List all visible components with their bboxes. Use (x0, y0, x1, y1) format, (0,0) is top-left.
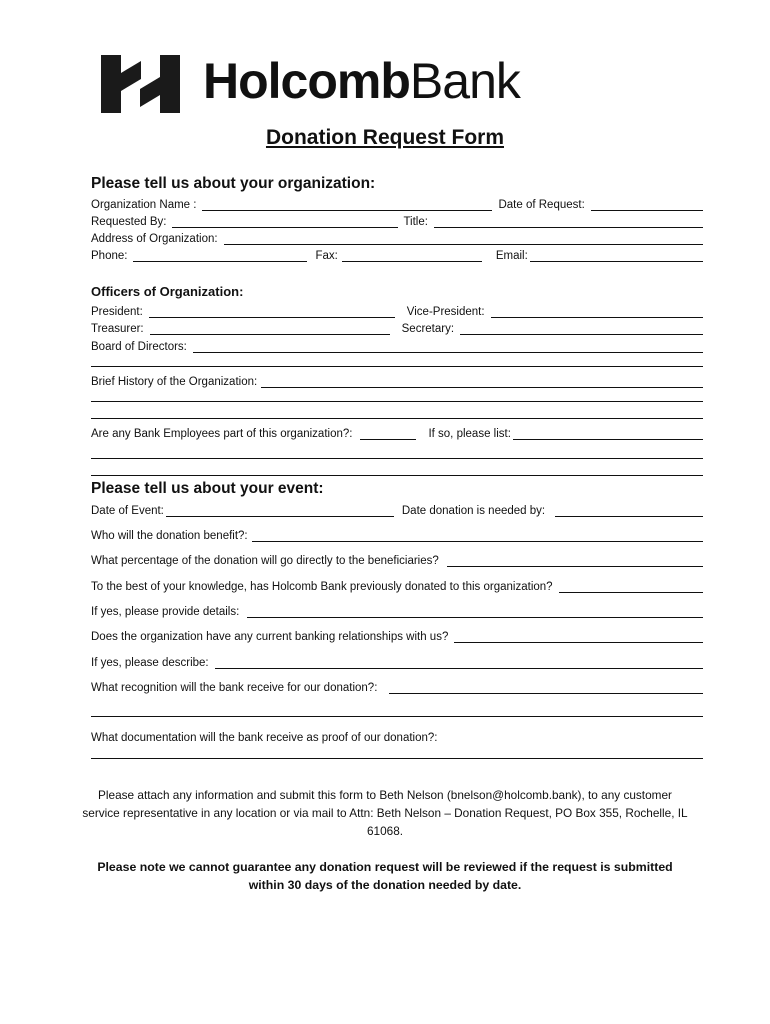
secretary-label: Secretary: (401, 323, 455, 335)
percentage-label: What percentage of the donation will go directly to the beneficiaries? (91, 555, 439, 567)
details-field[interactable] (247, 605, 703, 618)
benefit-field[interactable] (252, 529, 703, 542)
president-row (91, 301, 703, 318)
date-needed-label: Date donation is needed by: (401, 505, 546, 517)
date-event-label: Date of Event: (91, 505, 164, 517)
fax-field[interactable] (342, 249, 482, 262)
previously-row (91, 576, 703, 593)
employees-label: Are any Bank Employees part of this organization?: (91, 428, 353, 440)
title-label: Title: (403, 216, 428, 228)
details-row (91, 601, 703, 618)
phone-row (91, 245, 703, 262)
employees-field[interactable] (360, 427, 416, 440)
date-event-row (91, 500, 703, 517)
history-label: Brief History of the Organization: (91, 376, 258, 388)
previously-field[interactable] (559, 580, 703, 593)
organization-heading: Please tell us about your organization: (91, 175, 376, 192)
percentage-row (91, 550, 703, 567)
percentage-field[interactable] (447, 554, 703, 567)
address-row (91, 228, 703, 245)
benefit-label: Who will the donation benefit?: (91, 530, 248, 542)
describe-label: If yes, please describe: (91, 657, 209, 669)
history-extra-line-2[interactable] (91, 418, 703, 419)
board-label: Board of Directors: (91, 341, 187, 353)
banking-row (91, 626, 703, 643)
org-name-label: Organization Name : (91, 199, 197, 211)
requested-by-field[interactable] (172, 215, 398, 228)
recognition-field[interactable] (389, 681, 703, 694)
treasurer-row (91, 318, 703, 335)
logo-name-bold: Holcomb (203, 53, 410, 109)
holcomb-logo-mark-icon (101, 55, 180, 113)
recognition-extra-line[interactable] (91, 716, 703, 717)
phone-label: Phone: (91, 250, 128, 262)
board-field[interactable] (193, 340, 703, 353)
list-extra-line-1[interactable] (91, 458, 703, 459)
recognition-label: What recognition will the bank receive for our donation?: (91, 682, 378, 694)
documentation-field[interactable] (91, 758, 703, 759)
bank-logo-wordmark (203, 50, 520, 112)
president-field[interactable] (149, 305, 395, 318)
history-extra-line-1[interactable] (91, 401, 703, 402)
logo-name-light: Bank (409, 53, 520, 109)
fax-label: Fax: (315, 250, 338, 262)
form-title: Donation Request Form (265, 126, 504, 149)
date-request-field[interactable] (591, 198, 703, 211)
history-field[interactable] (261, 375, 703, 388)
history-row (91, 371, 703, 388)
describe-row (91, 652, 703, 669)
date-needed-field[interactable] (555, 504, 703, 517)
address-field[interactable] (224, 232, 703, 245)
requested-by-label: Requested By: (91, 216, 167, 228)
org-name-field[interactable] (202, 198, 492, 211)
describe-field[interactable] (215, 656, 703, 669)
event-heading: Please tell us about your event: (91, 480, 324, 497)
officers-heading: Officers of Organization: (91, 284, 244, 299)
board-row (91, 336, 703, 353)
president-label: President: (91, 306, 143, 318)
employees-row (91, 423, 703, 440)
treasurer-field[interactable] (150, 322, 390, 335)
title-field[interactable] (434, 215, 703, 228)
submission-instructions: Please attach any information and submit this form to Beth Nelson (bnelson@holcomb.bank), to any customer service representative in any location or via mail to Attn: Beth Nelson – Donation Request, PO Box 355, Rochelle, IL 61068. (82, 788, 688, 838)
list-field[interactable] (513, 427, 703, 440)
date-event-field[interactable] (166, 504, 394, 517)
documentation-label: What documentation will the bank receive as proof of our donation?: (91, 732, 438, 744)
banking-label: Does the organization have any current banking relationships with us? (91, 631, 449, 643)
email-label: Email: (495, 250, 528, 262)
org-name-row (91, 194, 703, 211)
details-label: If yes, please provide details: (91, 606, 240, 618)
address-label: Address of Organization: (91, 233, 218, 245)
secretary-field[interactable] (460, 322, 703, 335)
review-note: Please note we cannot guarantee any donation request will be reviewed if the request is submitted within 30 days of the donation needed by date. (97, 860, 673, 892)
board-extra-line[interactable] (91, 366, 703, 367)
email-field[interactable] (530, 249, 703, 262)
list-label: If so, please list: (428, 428, 511, 440)
vice-president-field[interactable] (491, 305, 703, 318)
banking-field[interactable] (454, 630, 703, 643)
previously-label: To the best of your knowledge, has Holcomb Bank previously donated to this organization? (91, 581, 553, 593)
documentation-row (91, 727, 703, 744)
date-request-label: Date of Request: (498, 199, 585, 211)
list-extra-line-2[interactable] (91, 475, 703, 476)
phone-field[interactable] (133, 249, 307, 262)
treasurer-label: Treasurer: (91, 323, 144, 335)
vice-president-label: Vice-President: (406, 306, 485, 318)
requested-by-row (91, 211, 703, 228)
recognition-row (91, 677, 703, 694)
benefit-row (91, 525, 703, 542)
